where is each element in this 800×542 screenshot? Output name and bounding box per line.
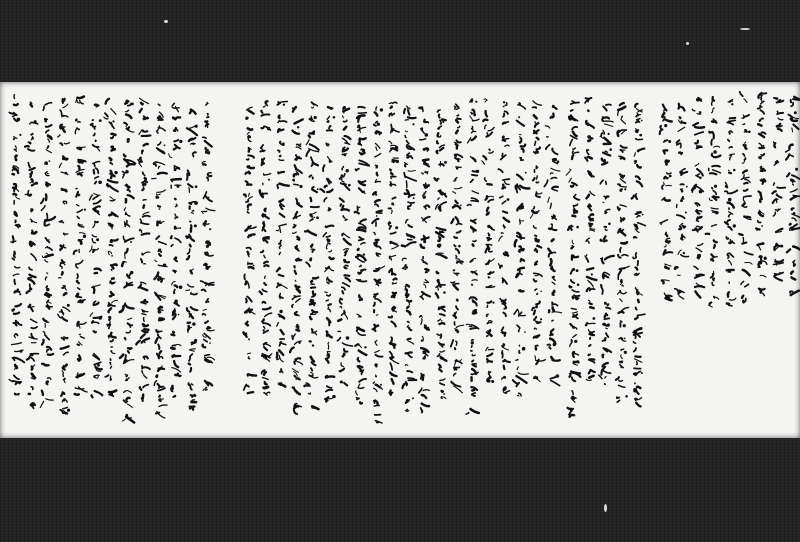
handwritten-column xyxy=(201,103,215,391)
handwritten-column xyxy=(355,107,370,404)
dust-speck xyxy=(164,20,168,23)
handwritten-column xyxy=(25,102,38,408)
handwritten-column xyxy=(40,103,55,408)
handwritten-column xyxy=(58,99,70,414)
handwritten-column xyxy=(276,102,289,387)
dust-speck xyxy=(686,42,689,45)
handwritten-column xyxy=(692,98,704,298)
dust-speck xyxy=(740,28,750,30)
handwritten-column xyxy=(136,98,150,401)
handwritten-column xyxy=(675,104,689,299)
handwritten-column xyxy=(120,101,136,423)
handwritten-column xyxy=(544,105,561,385)
handwritten-scroll xyxy=(0,82,800,438)
handwritten-column xyxy=(530,101,545,382)
handwritten-column xyxy=(482,99,495,383)
handwritten-column xyxy=(616,103,629,402)
handwritten-column xyxy=(660,105,673,301)
handwritten-column xyxy=(435,110,447,399)
handwritten-column xyxy=(419,107,430,412)
handwritten-column xyxy=(772,98,785,281)
handwritten-column xyxy=(260,101,272,395)
handwritten-column xyxy=(739,92,753,303)
handwritten-column xyxy=(402,106,417,411)
handwritten-column xyxy=(706,97,721,307)
handwritten-column xyxy=(74,97,87,395)
text-column-group xyxy=(566,98,645,417)
handwritten-column xyxy=(388,102,399,395)
dust-speck xyxy=(604,504,607,512)
handwritten-column xyxy=(90,104,103,398)
handwritten-column xyxy=(372,107,385,423)
calligraphy-columns xyxy=(0,82,800,438)
handwritten-column xyxy=(338,106,353,385)
handwritten-column xyxy=(786,97,800,295)
handwritten-column xyxy=(466,99,479,414)
handwritten-column xyxy=(152,104,167,418)
handwritten-column xyxy=(725,100,737,306)
text-column-group xyxy=(9,95,215,423)
handwritten-column xyxy=(499,101,510,393)
handwritten-column xyxy=(756,93,767,296)
text-column-group xyxy=(244,99,562,423)
handwritten-column xyxy=(320,107,335,402)
handwritten-column xyxy=(566,101,580,417)
handwritten-column xyxy=(599,105,614,385)
handwritten-column xyxy=(169,103,183,397)
handwritten-column xyxy=(244,107,257,393)
handwritten-column xyxy=(104,99,118,396)
handwritten-column xyxy=(632,104,646,407)
handwritten-column xyxy=(9,95,24,395)
handwritten-column xyxy=(305,102,319,409)
handwritten-column xyxy=(451,104,464,393)
handwritten-column xyxy=(186,110,198,410)
text-column-group xyxy=(660,92,800,307)
handwritten-column xyxy=(290,107,303,414)
handwritten-column xyxy=(585,98,597,381)
handwritten-column xyxy=(513,103,529,396)
